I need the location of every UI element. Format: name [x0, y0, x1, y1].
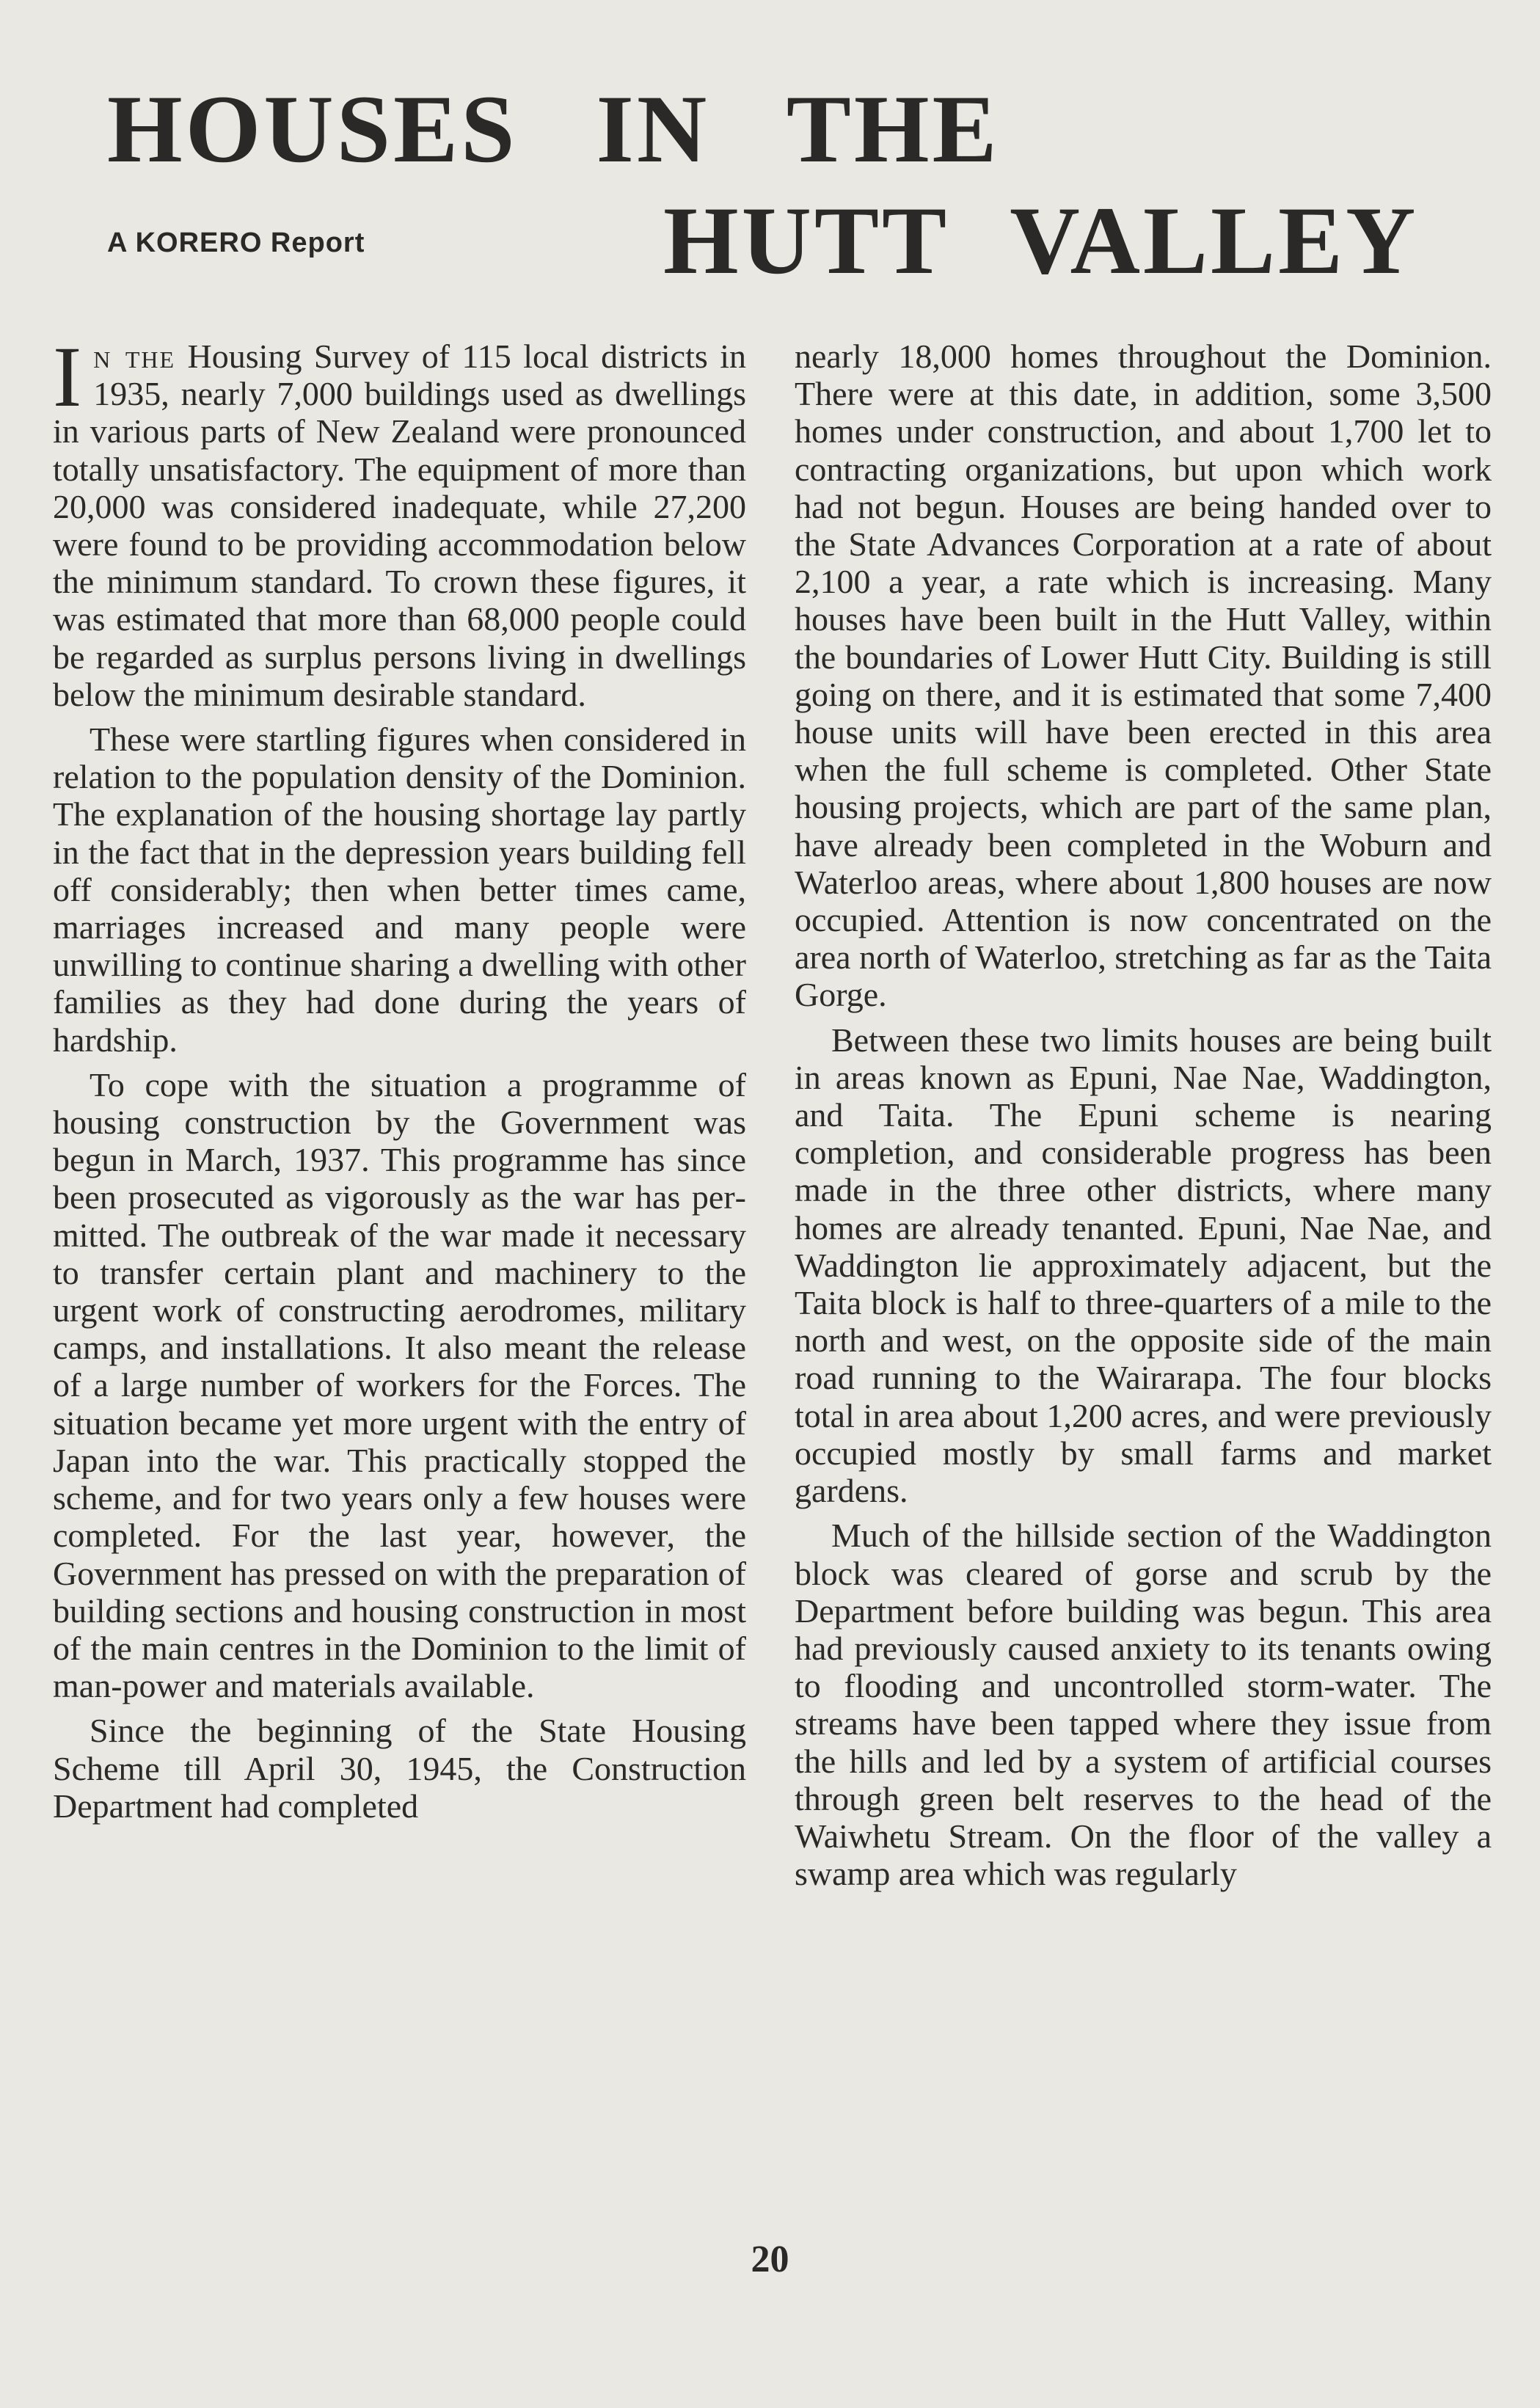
paragraph: Much of the hillside section of the Waddington block was cleared of gorse and scrub by the Department before building was begun. This area had previously caused anxiety to its tenants owing to flooding and uncontrolled storm-water. The streams have been tapped where they issue from the hills and led by a system of artificial courses through green belt reserves to the head of the Waiwhetu Stream. On the floor of the valley a swamp area which was regularly [795, 1517, 1492, 1893]
paragraph-intro [53, 329, 746, 713]
left-column [53, 329, 746, 1832]
paragraph: To cope with the situation a programme of housing construction by the Government was begun in March, 1937. This programme has since been prosecuted as vigorously as the war has permitted. The outbreak of the war made it necessary to transfer certain plant and machinery to the urgent work of constructing aerodromes, military camps, and installations. It also meant the release of a large number of workers for the Forces. The situation became yet more urgent with the entry of Japan into the war. This practically stopped the scheme, and for two years only a few houses were completed. For the last year, however, the Government has pressed on with the preparation of building sections and housing construction in most of the main centres in the Dominion to the limit of man-power and materials available. [53, 1065, 746, 1705]
drop-cap: I [53, 329, 82, 425]
paragraph: Between these two limits houses are being built in areas known as Epuni, Nae Nae, Waddington, and Taita. The Epuni scheme is nearing completion, and considerable progress has been made in the three other districts, where many homes are already tenanted. Epuni, Nae Nae, and Waddington lie approximately adjacent, but the Taita block is half to three-quarters of a mile to the north and west, on the opposite side of the main road running to the Wairarapa. The four blocks total in area about 1,200 acres, and were previously occupied mostly by small farms and market gardens. [795, 1021, 1492, 1510]
paragraph-continued: nearly 18,000 homes throughout the Dominion. There were at this date, in addition, some 3,500 homes under construction, and about 1,700 let to contracting organizations, but upon which work had not begun. Houses are being handed over to the State Advances Corporation at a rate of about 2,100 a year, a rate which is increasing. Many houses have been built in the Hutt Valley, within the boundaries of Lower Hutt City. Building is still going on there, and it is estimated that some 7,400 house units will have been erected in this area when the full scheme is completed. Other State housing projects, which are part of the same plan, have already been completed in the Woburn and Waterloo areas, where about 1,800 houses are now occupied. Attention is now concentrated on the area north of Waterloo, stretching as far as the Taita Gorge. [795, 338, 1492, 1014]
intro-small-caps: n the [93, 338, 176, 375]
right-column [795, 338, 1492, 1900]
paragraph: Since the beginning of the State Housing Scheme till April 30, 1945, the Construction Department had completed [53, 1712, 746, 1825]
article-title-line-1: HOUSES IN THE [107, 75, 1000, 183]
article-title-line-2: HUTT VALLEY [663, 186, 1419, 294]
report-kicker: A KORERO Report [107, 227, 365, 258]
page-number: 20 [751, 2239, 789, 2280]
paragraph: These were startling figures when considered in relation to the population density of the Dominion. The explanation of the housing shortage lay partly in the fact that in the depression years building fell off considerably; then when better times came, marriages increased and many people were unwilling to continue sharing a dwelling with other families as they had done during the years of hardship. [53, 720, 746, 1059]
intro-text: Housing Survey of 115 local districts in 1935, nearly 7,000 buildings used as dwellings in various parts of New Zealand were pronounced totally unsatisfactory. The equipment of more than 20,000 was considered inadequate, while 27,200 were found to be providing accommodation below the minimum standard. To crown these figures, it was estimated that more than 68,000 people could be regarded as surplus persons living in dwellings below the minimum desirable standard. [53, 338, 746, 713]
